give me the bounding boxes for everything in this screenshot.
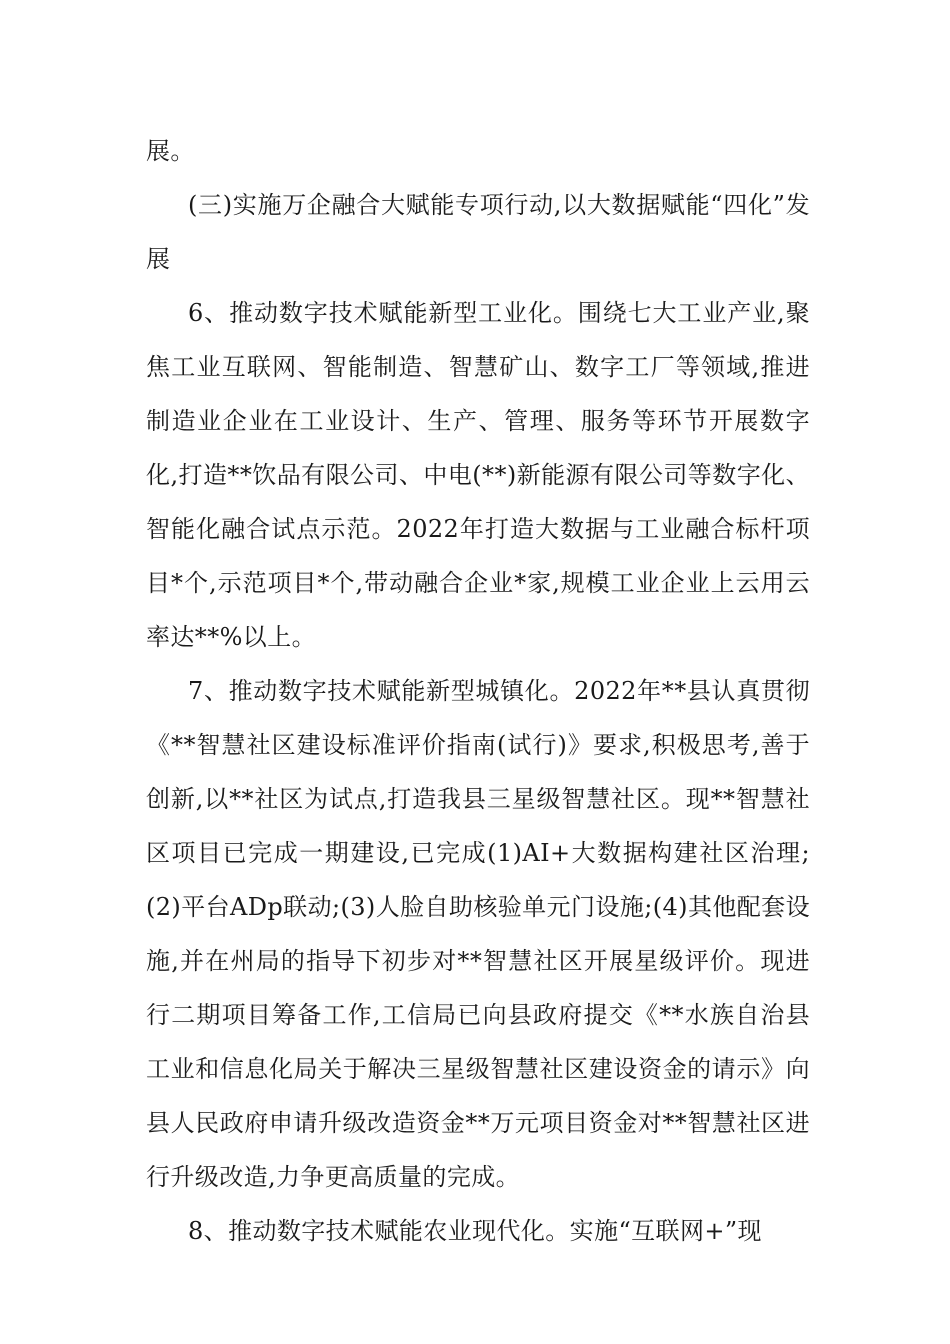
paragraph-continuation: 展。 bbox=[146, 137, 195, 165]
paragraph-item-7: 7、推动数字技术赋能新型城镇化。2022年**县认真贯彻《**智慧社区建设标准评价指南(试行)》要求,积极思考,善于创新,以**社区为试点,打造我县三星级智慧社区。现**智慧社区项目已完成一期建设,已完成(1)AI+大数据构建社区治理;(2)平台ADp联动;(3)人脸自助核验单元门设施;(4)其他配套设施,并在州局的指导下初步对**智慧社区开展星级评价。现进行二期项目筹备工作,工信局已向县政府提交《**水族自治县工业和信息化局关于解决三星级智慧社区建设资金的请示》向县人民政府申请升级改造资金**万元项目资金对**智慧社区进行升级改造,力争更高质量的完成。 bbox=[146, 677, 810, 1191]
paragraph-item-8: 8、推动数字技术赋能农业现代化。实施“互联网+”现 bbox=[188, 1217, 762, 1245]
paragraph-item-6: 6、推动数字技术赋能新型工业化。围绕七大工业产业,聚焦工业互联网、智能制造、智慧矿山、数字工厂等领域,推进制造业企业在工业设计、生产、管理、服务等环节开展数字化,打造**饮品有限公司、中电(**)新能源有限公司等数字化、智能化融合试点示范。2022年打造大数据与工业融合标杆项目*个,示范项目*个,带动融合企业*家,规模工业企业上云用云率达**%以上。 bbox=[146, 299, 810, 651]
section-heading-3: (三)实施万企融合大赋能专项行动,以大数据赋能“四化”发展 bbox=[146, 191, 810, 273]
document-body bbox=[146, 124, 810, 1258]
